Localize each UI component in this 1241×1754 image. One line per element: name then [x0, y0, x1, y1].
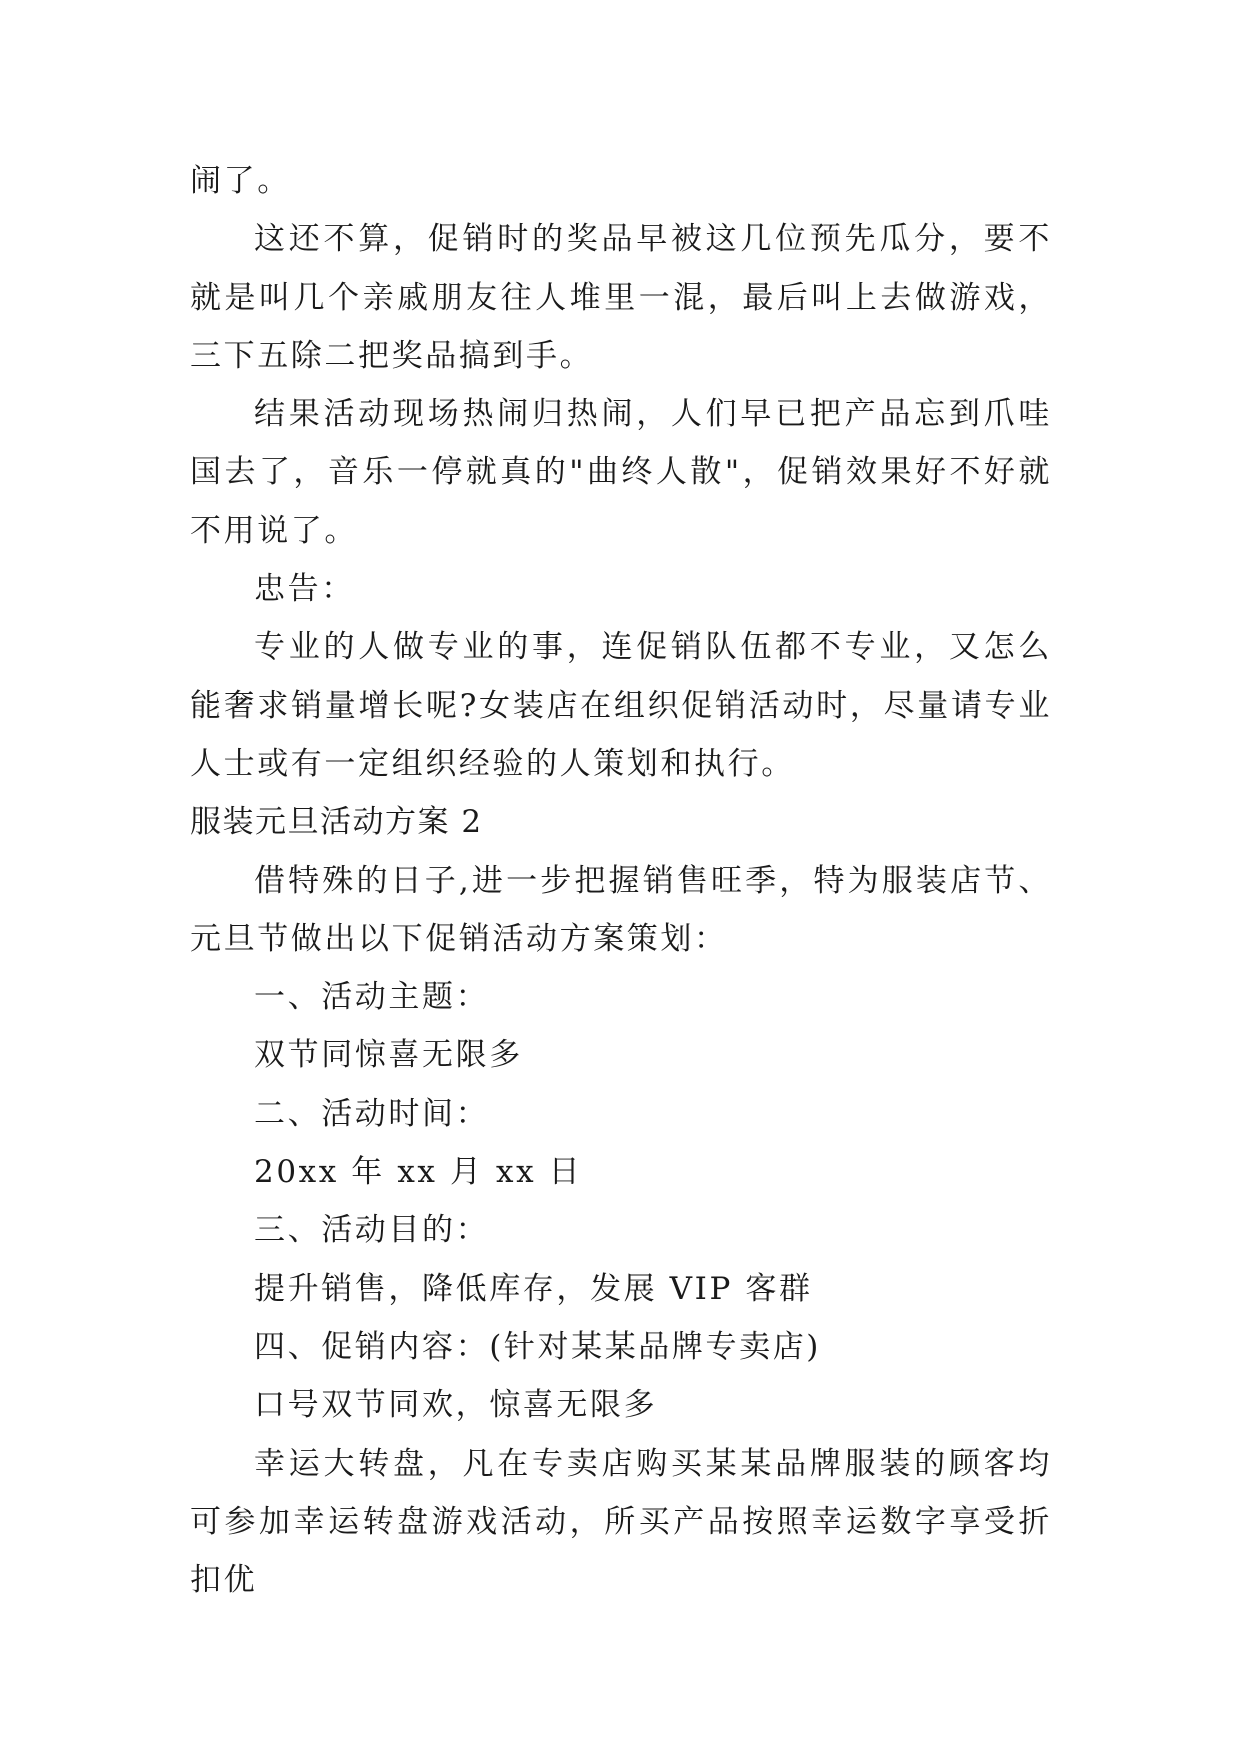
paragraph: 20xx 年 xx 月 xx 日 — [254, 1154, 583, 1191]
paragraph: 这还不算，促销时的奖品早被这几位预先瓜分，要不就是叫几个亲戚朋友往人堆里一混，最后叫上去做游戏，三下五除二把奖品搞到手。 — [190, 221, 1052, 374]
paragraph: 闹了。 — [190, 163, 291, 199]
list-heading: 一、活动主题： — [254, 979, 490, 1016]
paragraph-label: 忠告： — [254, 571, 355, 608]
paragraph: 口号双节同欢，惊喜无限多 — [254, 1387, 658, 1424]
paragraph: 专业的人做专业的事，连促销队伍都不专业，又怎么能奢求销量增长呢?女装店在组织促销活动时，尽量请专业人士或有一定组织经验的人策划和执行。 — [190, 629, 1052, 782]
list-heading: 三、活动目的： — [254, 1212, 490, 1249]
paragraph: 借特殊的日子,进一步把握销售旺季，特为服装店节、元旦节做出以下促销活动方案策划： — [190, 862, 1052, 957]
paragraph: 幸运大转盘，凡在专卖店购买某某品牌服装的顾客均可参加幸运转盘游戏活动，所买产品按照幸运数字享受折扣优 — [190, 1445, 1052, 1599]
paragraph: 双节同惊喜无限多 — [254, 1037, 523, 1074]
list-heading: 二、活动时间： — [254, 1095, 490, 1132]
list-heading: 四、促销内容：(针对某某品牌专卖店) — [254, 1328, 821, 1365]
section-heading: 服装元旦活动方案 2 — [190, 804, 483, 841]
document-body — [190, 152, 1052, 1609]
paragraph: 结果活动现场热闹归热闹，人们早已把产品忘到爪哇国去了，音乐一停就真的"曲终人散"，促销效果好不好就不用说了。 — [190, 396, 1052, 549]
paragraph: 提升销售，降低库存，发展 VIP 客群 — [254, 1270, 813, 1307]
